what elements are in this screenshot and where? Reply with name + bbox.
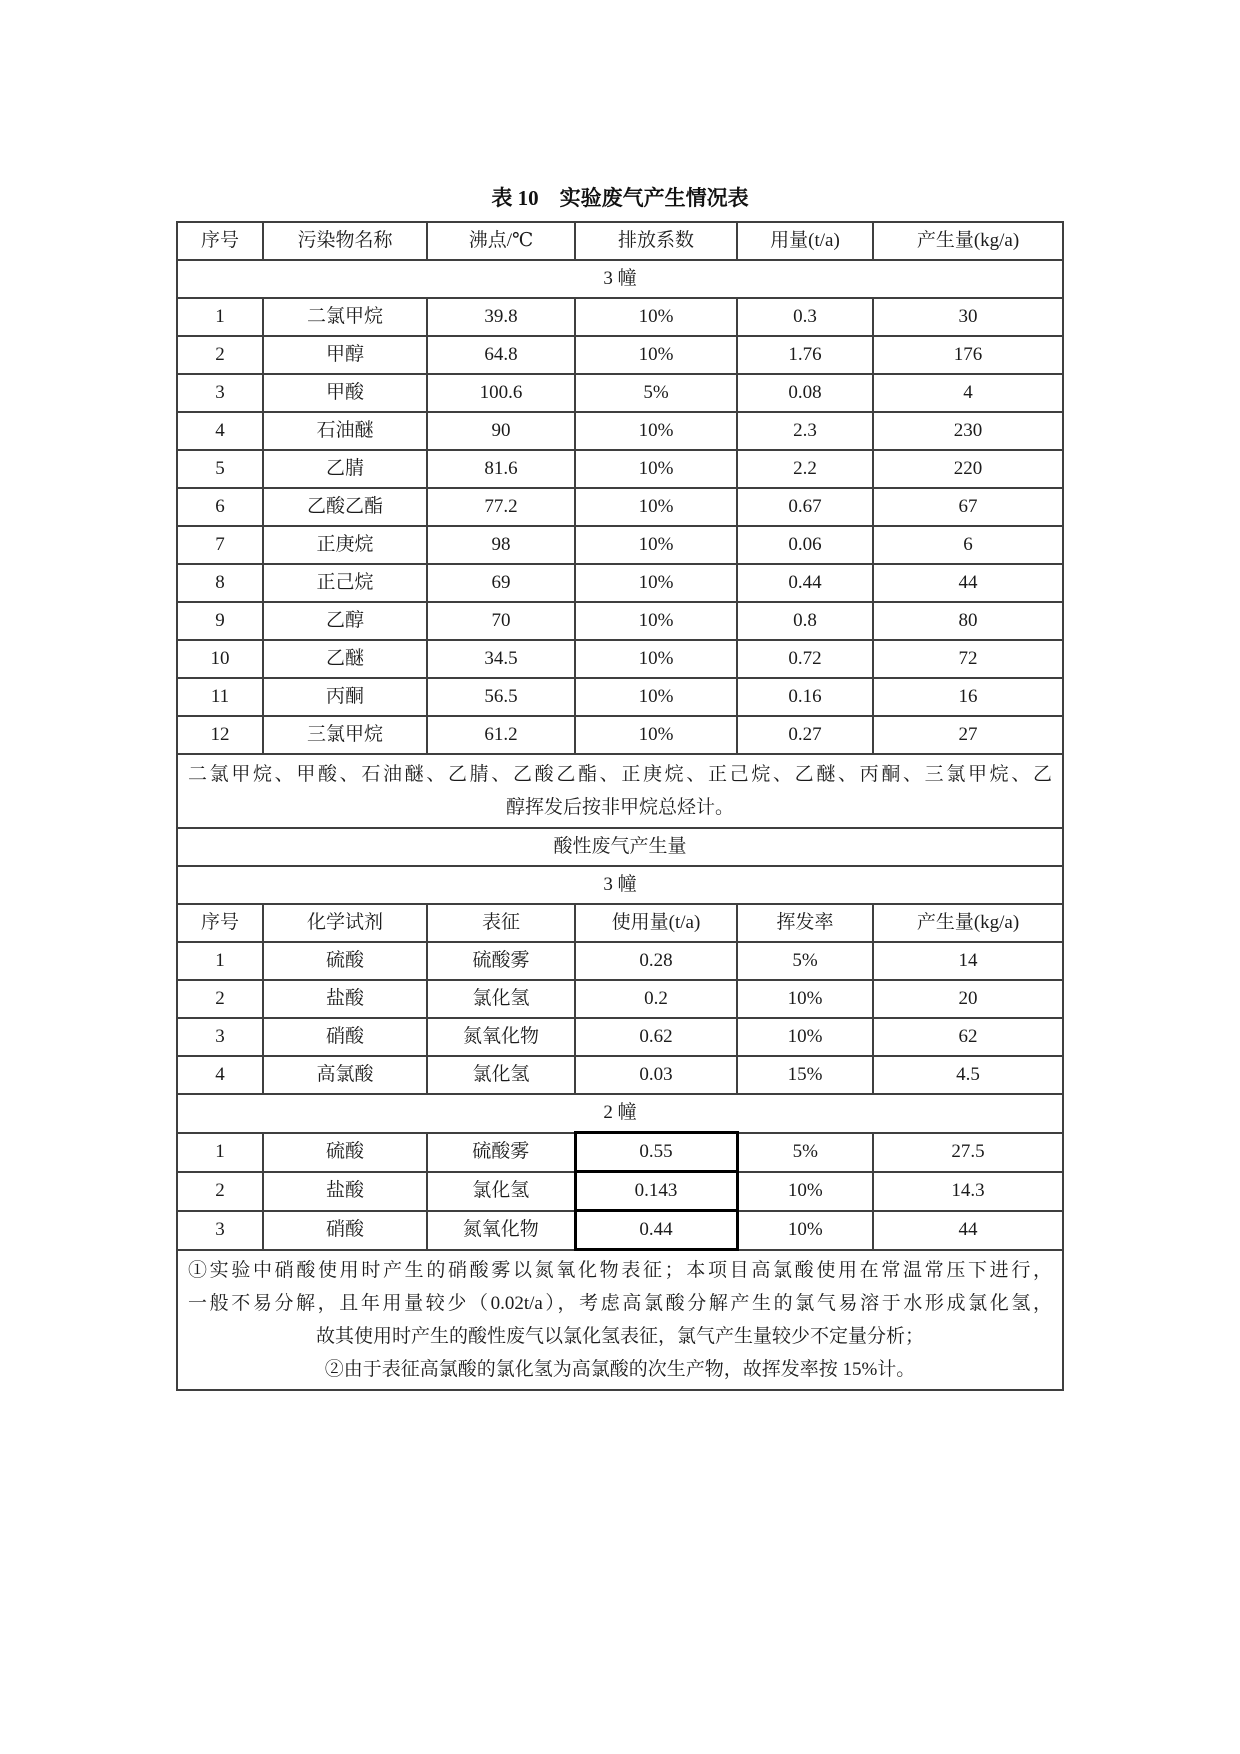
column-header: 使用量(t/a) xyxy=(575,904,737,942)
table-cell: 230 xyxy=(873,412,1063,450)
table-cell: 1 xyxy=(177,1133,263,1172)
table-cell: 高氯酸 xyxy=(263,1056,427,1094)
table-cell: 0.55 xyxy=(575,1133,737,1172)
pollutant-row xyxy=(177,716,1063,754)
table-cell: 甲醇 xyxy=(263,336,427,374)
pollutant-row xyxy=(177,412,1063,450)
column-header: 用量(t/a) xyxy=(737,222,873,260)
table-cell: 0.03 xyxy=(575,1056,737,1094)
table-cell: 10% xyxy=(575,412,737,450)
table-cell: 0.72 xyxy=(737,640,873,678)
table-cell: 5% xyxy=(575,374,737,412)
table-cell: 67 xyxy=(873,488,1063,526)
table-cell: 氮氧化物 xyxy=(427,1018,575,1056)
table-cell: 10% xyxy=(737,1018,873,1056)
table-cell: 0.16 xyxy=(737,678,873,716)
building-2-section-row xyxy=(177,1094,1063,1133)
table-cell: 0.62 xyxy=(575,1018,737,1056)
table-cell: 20 xyxy=(873,980,1063,1018)
table-cell: 10% xyxy=(575,640,737,678)
table-cell: 乙醇 xyxy=(263,602,427,640)
acid-row xyxy=(177,1056,1063,1094)
table-cell: 10% xyxy=(575,336,737,374)
table-cell: 27.5 xyxy=(873,1133,1063,1172)
table-cell: 10% xyxy=(575,488,737,526)
table-cell: 硫酸 xyxy=(263,1133,427,1172)
column-header: 产生量(kg/a) xyxy=(873,222,1063,260)
table-cell: 15% xyxy=(737,1056,873,1094)
nmhc-note-row xyxy=(177,754,1063,828)
table-cell: 64.8 xyxy=(427,336,575,374)
pollutant-row xyxy=(177,336,1063,374)
table-cell: 70 xyxy=(427,602,575,640)
table-cell: 81.6 xyxy=(427,450,575,488)
table-cell: 氯化氢 xyxy=(427,1172,575,1211)
table-cell: 98 xyxy=(427,526,575,564)
table-cell: 0.08 xyxy=(737,374,873,412)
table-cell: 2.3 xyxy=(737,412,873,450)
pollutant-row xyxy=(177,678,1063,716)
acid-row xyxy=(177,1018,1063,1056)
table-cell: 5% xyxy=(737,1133,873,1172)
table-title: 表 10 实验废气产生情况表 xyxy=(491,186,749,210)
table-cell: 14.3 xyxy=(873,1172,1063,1211)
table-cell: 1 xyxy=(177,942,263,980)
table-cell: 10% xyxy=(575,716,737,754)
table-cell: 8 xyxy=(177,564,263,602)
acid-row xyxy=(177,1133,1063,1172)
footnote-row xyxy=(177,1250,1063,1391)
table-cell: 10% xyxy=(575,564,737,602)
pollutant-row xyxy=(177,488,1063,526)
table-cell: 2 xyxy=(177,336,263,374)
table-cell: 2.2 xyxy=(737,450,873,488)
pollutant-row xyxy=(177,374,1063,412)
table-cell: 56.5 xyxy=(427,678,575,716)
table-cell: 氮氧化物 xyxy=(427,1211,575,1250)
table-cell: 5% xyxy=(737,942,873,980)
table-cell: 3 xyxy=(177,374,263,412)
table-cell: 三氯甲烷 xyxy=(263,716,427,754)
table-cell: 4 xyxy=(873,374,1063,412)
table-cell: 5 xyxy=(177,450,263,488)
table-cell: 石油醚 xyxy=(263,412,427,450)
table-cell: 11 xyxy=(177,678,263,716)
table-cell: 氯化氢 xyxy=(427,1056,575,1094)
nmhc-note-row-line: 二氯甲烷、甲酸、石油醚、乙腈、乙酸乙酯、正庚烷、正己烷、乙醚、丙酮、三氯甲烷、乙 xyxy=(188,764,1052,785)
column-header: 表征 xyxy=(427,904,575,942)
table-cell: 6 xyxy=(873,526,1063,564)
table-cell: 硝酸 xyxy=(263,1211,427,1250)
section-label-cell: 3 幢 xyxy=(177,866,1063,904)
table-cell: 12 xyxy=(177,716,263,754)
table-cell: 0.27 xyxy=(737,716,873,754)
table-cell: 10% xyxy=(575,526,737,564)
table-cell: 14 xyxy=(873,942,1063,980)
acid-row xyxy=(177,980,1063,1018)
table-cell: 1 xyxy=(177,298,263,336)
table-cell: 3 xyxy=(177,1211,263,1250)
pollutant-row xyxy=(177,526,1063,564)
table-cell: 0.67 xyxy=(737,488,873,526)
table-cell: 0.8 xyxy=(737,602,873,640)
acid-header-row xyxy=(177,904,1063,942)
table-cell: 9 xyxy=(177,602,263,640)
table-cell: 0.2 xyxy=(575,980,737,1018)
table-cell: 乙腈 xyxy=(263,450,427,488)
footnote-row-line: ①实验中硝酸使用时产生的硝酸雾以氮氧化物表征；本项目高氯酸使用在常温常压下进行， xyxy=(188,1260,1052,1281)
nmhc-note-row-line: 醇挥发后按非甲烷总烃计。 xyxy=(505,797,734,818)
table-cell: 10% xyxy=(737,1172,873,1211)
table-cell: 乙酸乙酯 xyxy=(263,488,427,526)
footnote-row-cell xyxy=(177,1250,1063,1391)
table-cell: 2 xyxy=(177,980,263,1018)
table-body xyxy=(177,222,1063,1390)
table-cell: 6 xyxy=(177,488,263,526)
table-cell: 0.06 xyxy=(737,526,873,564)
table-cell: 10% xyxy=(737,1211,873,1250)
table-cell: 1.76 xyxy=(737,336,873,374)
table-cell: 0.3 xyxy=(737,298,873,336)
pollutant-row xyxy=(177,450,1063,488)
table-cell: 3 xyxy=(177,1018,263,1056)
waste-gas-table xyxy=(176,221,1064,1391)
table-cell: 27 xyxy=(873,716,1063,754)
column-header: 序号 xyxy=(177,222,263,260)
building-3-section-row xyxy=(177,866,1063,904)
table-cell: 0.28 xyxy=(575,942,737,980)
table-cell: 硫酸雾 xyxy=(427,942,575,980)
table-cell: 44 xyxy=(873,564,1063,602)
table-cell: 乙醚 xyxy=(263,640,427,678)
acid-row xyxy=(177,1172,1063,1211)
table-cell: 0.143 xyxy=(575,1172,737,1211)
table-cell: 正庚烷 xyxy=(263,526,427,564)
table-cell: 7 xyxy=(177,526,263,564)
table-cell: 10% xyxy=(575,678,737,716)
column-header: 化学试剂 xyxy=(263,904,427,942)
table-cell: 62 xyxy=(873,1018,1063,1056)
column-header: 挥发率 xyxy=(737,904,873,942)
footnote-row-line: 一般不易分解，且年用量较少（0.02t/a），考虑高氯酸分解产生的氯气易溶于水形成氯化氢， xyxy=(188,1293,1052,1314)
table-cell: 正己烷 xyxy=(263,564,427,602)
table-cell: 0.44 xyxy=(575,1211,737,1250)
section-label-cell: 2 幢 xyxy=(177,1094,1063,1133)
pollutant-row xyxy=(177,564,1063,602)
acid-row xyxy=(177,942,1063,980)
table-cell: 100.6 xyxy=(427,374,575,412)
table-cell: 61.2 xyxy=(427,716,575,754)
column-header: 沸点/℃ xyxy=(427,222,575,260)
table-cell: 39.8 xyxy=(427,298,575,336)
table-cell: 90 xyxy=(427,412,575,450)
table-cell: 10 xyxy=(177,640,263,678)
pollutant-row xyxy=(177,298,1063,336)
column-header: 序号 xyxy=(177,904,263,942)
table-cell: 10% xyxy=(575,602,737,640)
table-cell: 氯化氢 xyxy=(427,980,575,1018)
nmhc-note-row-cell xyxy=(177,754,1063,828)
table-cell: 176 xyxy=(873,336,1063,374)
table-cell: 4.5 xyxy=(873,1056,1063,1094)
table-cell: 10% xyxy=(737,980,873,1018)
table-cell: 4 xyxy=(177,1056,263,1094)
table-cell: 硫酸 xyxy=(263,942,427,980)
pollutant-row xyxy=(177,640,1063,678)
footnote-row-line: ②由于表征高氯酸的氯化氢为高氯酸的次生产物，故挥发率按 15%计。 xyxy=(324,1359,916,1380)
table-cell: 硫酸雾 xyxy=(427,1133,575,1172)
acid-row xyxy=(177,1211,1063,1250)
section-label-cell: 3 幢 xyxy=(177,260,1063,298)
column-header: 排放系数 xyxy=(575,222,737,260)
table-cell: 77.2 xyxy=(427,488,575,526)
table-cell: 甲酸 xyxy=(263,374,427,412)
table-cell: 80 xyxy=(873,602,1063,640)
table-cell: 34.5 xyxy=(427,640,575,678)
table-cell: 二氯甲烷 xyxy=(263,298,427,336)
table-cell: 2 xyxy=(177,1172,263,1211)
table-cell: 16 xyxy=(873,678,1063,716)
table-cell: 硝酸 xyxy=(263,1018,427,1056)
table-cell: 44 xyxy=(873,1211,1063,1250)
table-cell: 盐酸 xyxy=(263,1172,427,1211)
table-cell: 0.44 xyxy=(737,564,873,602)
table-cell: 盐酸 xyxy=(263,980,427,1018)
acid-section-title-row xyxy=(177,828,1063,866)
table-cell: 30 xyxy=(873,298,1063,336)
section-label-cell: 酸性废气产生量 xyxy=(177,828,1063,866)
table-cell: 丙酮 xyxy=(263,678,427,716)
table-cell: 69 xyxy=(427,564,575,602)
footnote-row-line: 故其使用时产生的酸性废气以氯化氢表征，氯气产生量较少不定量分析； xyxy=(315,1326,924,1347)
table-cell: 220 xyxy=(873,450,1063,488)
table-cell: 4 xyxy=(177,412,263,450)
experiment-header-row xyxy=(177,222,1063,260)
table-cell: 10% xyxy=(575,450,737,488)
pollutant-row xyxy=(177,602,1063,640)
column-header: 产生量(kg/a) xyxy=(873,904,1063,942)
table-cell: 72 xyxy=(873,640,1063,678)
table-cell: 10% xyxy=(575,298,737,336)
column-header: 污染物名称 xyxy=(263,222,427,260)
building-3-section-row xyxy=(177,260,1063,298)
